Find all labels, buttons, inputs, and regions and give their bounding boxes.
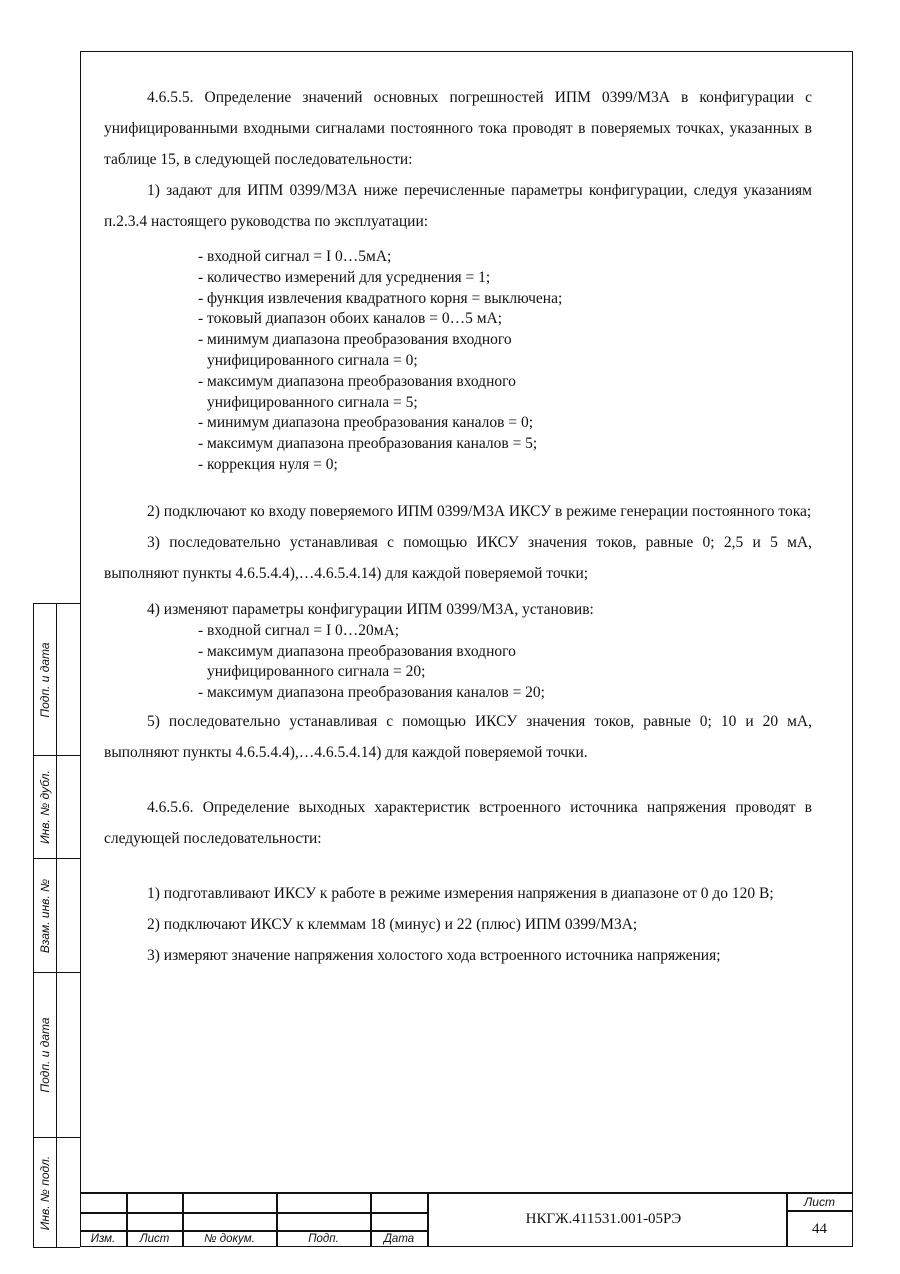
list-item-text: - минимум диапазона преобразования входного: [198, 331, 512, 349]
paragraph-4-6-5-6: 4.6.5.6. Определение выходных характеристик встроенного источника напряжения проводят в следующей последовательности:: [104, 798, 812, 847]
side-cell-inv-dubl: [34, 756, 80, 859]
side-label: Подп. и дата: [38, 641, 52, 718]
list-item-continuation: унифицированного сигнала = 20;: [207, 663, 426, 681]
side-stamp: [33, 603, 80, 1248]
paragraph-step-2: 2) подключают ко входу поверяемого ИПМ 0399/М3А ИКСУ в режиме генерации постоянного тока;: [147, 502, 812, 520]
title-block-izm: Изм.: [90, 1233, 116, 1245]
list-item: - максимум диапазона преобразования каналов = 20;: [198, 684, 545, 702]
title-block-podp: Подп.: [308, 1233, 339, 1245]
config-list-1: [198, 247, 812, 476]
paragraph-step-3: 3) последовательно устанавливая с помощью ИКСУ значения токов, равные 0; 2,5 и 5 мА, выполняют пункты 4.6.5.4.4),…4.6.5.4.14) для каждой поверяемой точки;: [104, 533, 812, 582]
list-item: [198, 372, 812, 414]
list-item: - минимум диапазона преобразования каналов = 0;: [198, 414, 534, 432]
side-cell-inv-podl: [34, 1138, 80, 1248]
list-item: - максимум диапазона преобразования каналов = 5;: [198, 435, 538, 453]
list-item: [198, 642, 812, 684]
page-body: [104, 82, 812, 971]
title-block-list: Лист: [139, 1233, 170, 1245]
list-item: - входной сигнал = I 0…5мА;: [198, 248, 392, 265]
side-cell-vzam-inv: [34, 859, 80, 973]
title-block: [80, 1192, 853, 1247]
list-item-text: - максимум диапазона преобразования входного: [198, 372, 516, 390]
side-label: Инв. № дубл.: [38, 770, 52, 844]
title-block-data: Дата: [383, 1233, 415, 1245]
sheet-label: Лист: [804, 1194, 835, 1209]
list-item: - функция извлечения квадратного корня = выключена;: [198, 289, 563, 307]
list-item-continuation: унифицированного сигнала = 0;: [207, 351, 418, 369]
title-block-dokum: № докум.: [204, 1233, 255, 1245]
paragraph-4-6-5-5: 4.6.5.5. Определение значений основных погрешностей ИПМ 0399/М3А в конфигурации с унифицированными входными сигналами постоянного тока проводят в поверяемых точках, указанных в таблице 15, в следующей последовательности:: [104, 89, 812, 168]
side-cell-podp-data-2: [34, 973, 80, 1138]
side-label: Взам. инв. №: [38, 878, 52, 953]
side-label: Инв. № подл.: [38, 1155, 52, 1230]
list-item: - количество измерений для усреднения = 1;: [198, 268, 491, 286]
paragraph-step-4: 4) изменяют параметры конфигурации ИПМ 0399/М3А, установив:: [147, 600, 594, 618]
side-label: Подп. и дата: [38, 1017, 52, 1093]
config-list-2: [198, 621, 812, 704]
list-item: - коррекция нуля = 0;: [198, 455, 338, 473]
document-number: НКГЖ.411531.001-05РЭ: [525, 1211, 682, 1227]
side-cell-podp-data-1: [34, 604, 80, 756]
paragraph-step-1: 1) задают для ИПМ 0399/М3А ниже перечисленные параметры конфигурации, следуя указаниям п.2.3.4 настоящего руководства по эксплуатации:: [104, 182, 812, 230]
list-item: - входной сигнал = I 0…20мА;: [198, 621, 400, 639]
paragraph-voltage-step-3: 3) измеряют значение напряжения холостого хода встроенного источника напряжения;: [147, 946, 721, 964]
paragraph-voltage-step-2: 2) подключают ИКСУ к клеммам 18 (минус) и 22 (плюс) ИПМ 0399/М3А;: [147, 915, 638, 933]
paragraph-step-5: 5) последовательно устанавливая с помощью ИКСУ значения токов, равные 0; 10 и 20 мА, выполняют пункты 4.6.5.4.4),…4.6.5.4.14) для каждой поверяемой точки.: [104, 712, 812, 761]
paragraph-voltage-step-1: 1) подготавливают ИКСУ к работе в режиме измерения напряжения в диапазоне от 0 до 120 В;: [147, 884, 774, 902]
list-item: - токовый диапазон обоих каналов = 0…5 мА;: [198, 310, 503, 328]
list-item-continuation: унифицированного сигнала = 5;: [207, 393, 418, 411]
sheet-number: 44: [812, 1221, 827, 1237]
list-item-text: - максимум диапазона преобразования входного: [198, 642, 516, 660]
list-item: [198, 330, 812, 372]
